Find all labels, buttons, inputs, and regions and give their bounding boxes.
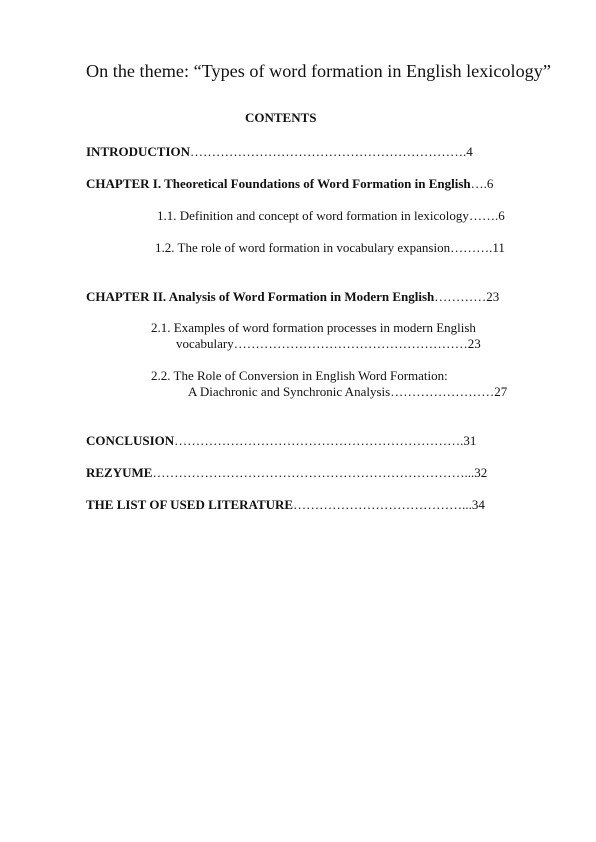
toc-leader: …………………………………...	[293, 497, 472, 512]
toc-leader: …………	[434, 289, 487, 304]
toc-page-number: 32	[474, 465, 488, 480]
toc-title: CONCLUSION	[86, 433, 175, 448]
toc-entry-section-2-2-line-2[interactable]	[188, 385, 507, 398]
toc-entry-section-1-2[interactable]	[155, 241, 505, 254]
toc-page-number: 23	[467, 336, 481, 351]
toc-entry-section-2-2-line-1[interactable]: 2.2. The Role of Conversion in English Word Formation:	[151, 368, 448, 383]
toc-page-number: 4	[466, 144, 473, 159]
toc-entry-conclusion[interactable]	[86, 434, 476, 447]
toc-title: CHAPTER I. Theoretical Foundations of Word Formation in English	[86, 176, 471, 191]
toc-leader: ………………………………………………………….	[174, 433, 464, 448]
toc-title: 1.1. Definition and concept of word formation in lexicology	[157, 208, 469, 223]
toc-title: THE LIST OF USED LITERATURE	[86, 497, 294, 512]
toc-page-number: 34	[471, 497, 485, 512]
toc-title: CHAPTER II. Analysis of Word Formation in Modern English	[86, 289, 435, 304]
toc-entry-literature[interactable]	[86, 498, 485, 511]
toc-title: 1.2. The role of word formation in vocabulary expansion	[155, 240, 451, 255]
document-theme: On the theme: “Types of word formation in English lexicology”	[86, 61, 551, 81]
toc-leader: ……………………………………………………….	[190, 144, 467, 159]
toc-page-number: 6	[486, 176, 494, 191]
toc-leader: ………………………………………………………………...	[152, 465, 475, 480]
contents-heading: CONTENTS	[245, 110, 317, 125]
toc-entry-introduction[interactable]	[86, 145, 473, 158]
toc-title: A Diachronic and Synchronic Analysis	[188, 384, 391, 399]
toc-entry-section-2-1-line-2[interactable]	[176, 337, 481, 350]
toc-page-number: 31	[463, 433, 477, 448]
toc-leader: ……….	[450, 240, 493, 255]
toc-leader: ……………………	[390, 384, 495, 399]
toc-page-number: 6	[498, 208, 505, 223]
toc-title: vocabulary	[176, 336, 234, 351]
toc-leader: ….	[470, 176, 487, 191]
toc-leader: ………………………………………………	[233, 336, 468, 351]
toc-entry-chapter-2[interactable]	[86, 290, 499, 303]
toc-page-number: 23	[486, 289, 500, 304]
toc-entry-section-1-1[interactable]	[157, 209, 505, 222]
toc-leader: …….	[468, 208, 499, 223]
toc-page-number: 27	[494, 384, 508, 399]
toc-page-number: 11	[492, 240, 505, 255]
toc-entry-section-2-1-line-1[interactable]: 2.1. Examples of word formation processes in modern English	[151, 320, 476, 335]
toc-entry-chapter-1[interactable]	[86, 177, 493, 190]
toc-title: REZYUME	[86, 465, 153, 480]
toc-entry-rezyume[interactable]	[86, 466, 487, 479]
toc-title: INTRODUCTION	[86, 144, 191, 159]
